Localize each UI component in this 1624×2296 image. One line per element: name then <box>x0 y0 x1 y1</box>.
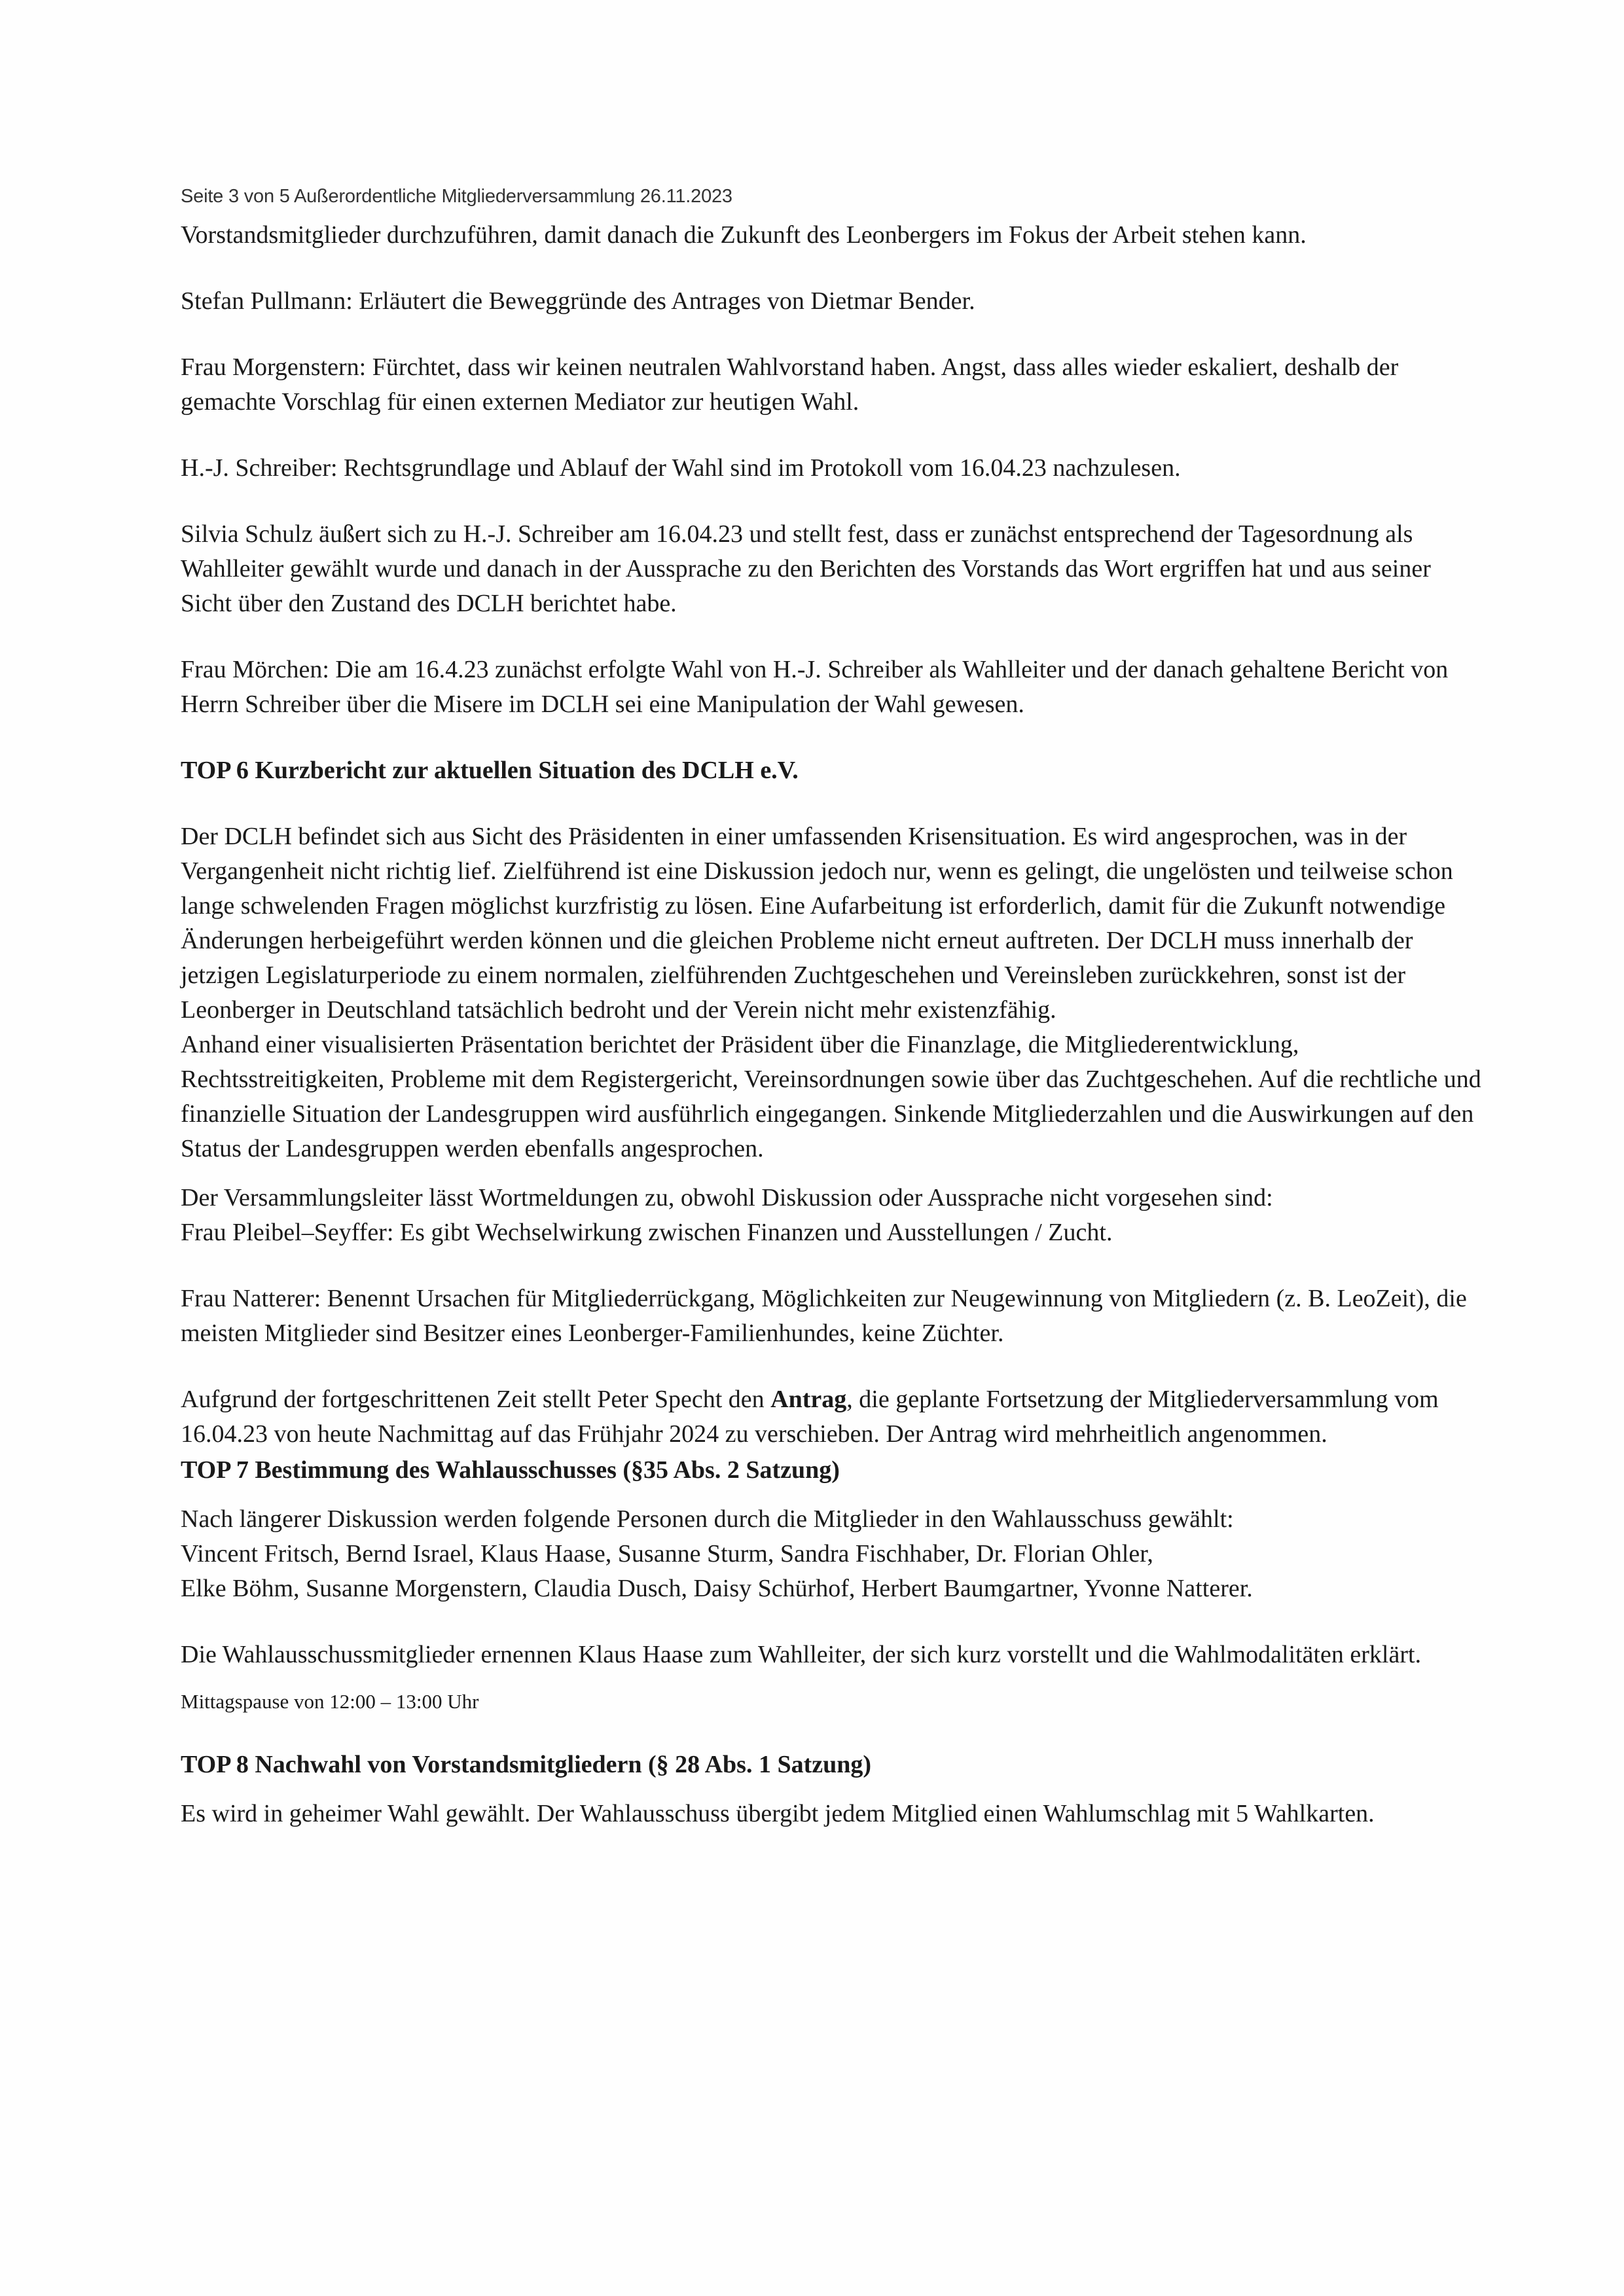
paragraph: Der Versammlungsleiter lässt Wortmeldungen zu, obwohl Diskussion oder Aussprache nicht vorgesehen sind: <box>181 1184 1273 1211</box>
paragraph: Die Wahlausschussmitglieder ernennen Klaus Haase zum Wahlleiter, der sich kurz vorstellt und die Wahlmodalitäten erklärt. <box>181 1641 1422 1668</box>
paragraph: Frau Morgenstern: Fürchtet, dass wir keinen neutralen Wahlvorstand haben. Angst, dass alles wieder eskaliert, deshalb der gemachte Vorschlag für einen externen Mediator zur heutigen Wahl. <box>181 353 1399 416</box>
section-heading-top6: TOP 6 Kurzbericht zur aktuellen Situation des DCLH e.V. <box>181 757 799 784</box>
paragraph: Vorstandsmitglieder durchzuführen, damit danach die Zukunft des Leonbergers im Fokus der Arbeit stehen kann. <box>181 221 1307 249</box>
bold-text-run: Antrag <box>770 1386 847 1413</box>
paragraph: Anhand einer visualisierten Präsentation berichtet der Präsident über die Finanzlage, die Mitgliederentwicklung, Rechtsstreitigkeiten, Probleme mit dem Registergericht, Vereinsordnungen sowie über das Zuchtgeschehen. Auf die rechtliche und finanzielle Situation der Landesgruppen wird ausführlich eingegangen. Sinkende Mitgliederzahlen und die Auswirkungen auf den Status der Landesgruppen werden ebenfalls angesprochen. <box>181 1031 1481 1162</box>
paragraph: Vincent Fritsch, Bernd Israel, Klaus Haase, Susanne Sturm, Sandra Fischhaber, Dr. Florian Ohler, <box>181 1540 1153 1568</box>
text-run: , die geplante Fortsetzung der Mitgliederversammlung vom 16.04.23 von heute Nachmittag auf das Frühjahr 2024 zu verschieben. Der Antrag wird mehrheitlich angenommen. <box>181 1386 1439 1448</box>
text-run: Aufgrund der fortgeschrittenen Zeit stellt Peter Specht den <box>181 1386 771 1413</box>
document-body <box>181 186 1483 1831</box>
section-heading-top7: TOP 7 Bestimmung des Wahlausschusses (§35 Abs. 2 Satzung) <box>181 1456 840 1484</box>
paragraph: Frau Mörchen: Die am 16.4.23 zunächst erfolgte Wahl von H.-J. Schreiber als Wahlleiter und der danach gehaltene Bericht von Herrn Schreiber über die Misere im DCLH sei eine Manipulation der Wahl gewesen. <box>181 656 1449 718</box>
paragraph: Stefan Pullmann: Erläutert die Beweggründe des Antrages von Dietmar Bender. <box>181 287 975 315</box>
paragraph: Silvia Schulz äußert sich zu H.-J. Schreiber am 16.04.23 und stellt fest, dass er zunächst entsprechend der Tagesordnung als Wahlleiter gewählt wurde und danach in der Aussprache zu den Berichten des Vorstands das Wort ergriffen hat und aus seiner Sicht über den Zustand des DCLH berichtet habe. <box>181 520 1431 617</box>
paragraph: Elke Böhm, Susanne Morgenstern, Claudia Dusch, Daisy Schürhof, Herbert Baumgartner, Yvonne Natterer. <box>181 1575 1253 1602</box>
paragraph <box>181 1382 1483 1452</box>
section-heading-top8: TOP 8 Nachwahl von Vorstandsmitgliedern (§ 28 Abs. 1 Satzung) <box>181 1751 872 1778</box>
paragraph: Der DCLH befindet sich aus Sicht des Präsidenten in einer umfassenden Krisensituation. Es wird angesprochen, was in der Vergangenheit nicht richtig lief. Zielführend ist eine Diskussion jedoch nur, wenn es gelingt, die ungelösten und teilweise schon lange schwelenden Fragen möglichst kurzfristig zu lösen. Eine Aufarbeitung ist erforderlich, damit für die Zukunft notwendige Änderungen herbeigeführt werden können und die gleichen Probleme nicht erneut auftreten. Der DCLH muss innerhalb der jetzigen Legislaturperiode zu einem normalen, zielführenden Zuchtgeschehen und Vereinsleben zurückkehren, sonst ist der Leonberger in Deutschland tatsächlich bedroht und der Verein nicht mehr existenzfähig. <box>181 823 1453 1024</box>
paragraph: Frau Pleibel–Seyffer: Es gibt Wechselwirkung zwischen Finanzen und Ausstellungen / Zucht. <box>181 1219 1113 1246</box>
paragraph: H.-J. Schreiber: Rechtsgrundlage und Ablauf der Wahl sind im Protokoll vom 16.04.23 nachzulesen. <box>181 454 1181 482</box>
paragraph: Es wird in geheimer Wahl gewählt. Der Wahlausschuss übergibt jedem Mitglied einen Wahlumschlag mit 5 Wahlkarten. <box>181 1800 1375 1827</box>
paragraph: Frau Natterer: Benennt Ursachen für Mitgliederrückgang, Möglichkeiten zur Neugewinnung von Mitgliedern (z. B. LeoZeit), die meisten Mitglieder sind Besitzer eines Leonberger-Familienhundes, keine Züchter. <box>181 1285 1467 1347</box>
page-header: Seite 3 von 5 Außerordentliche Mitgliederversammlung 26.11.2023 <box>181 186 732 207</box>
paragraph: Mittagspause von 12:00 – 13:00 Uhr <box>181 1690 479 1713</box>
paragraph: Nach längerer Diskussion werden folgende Personen durch die Mitglieder in den Wahlausschuss gewählt: <box>181 1505 1234 1533</box>
